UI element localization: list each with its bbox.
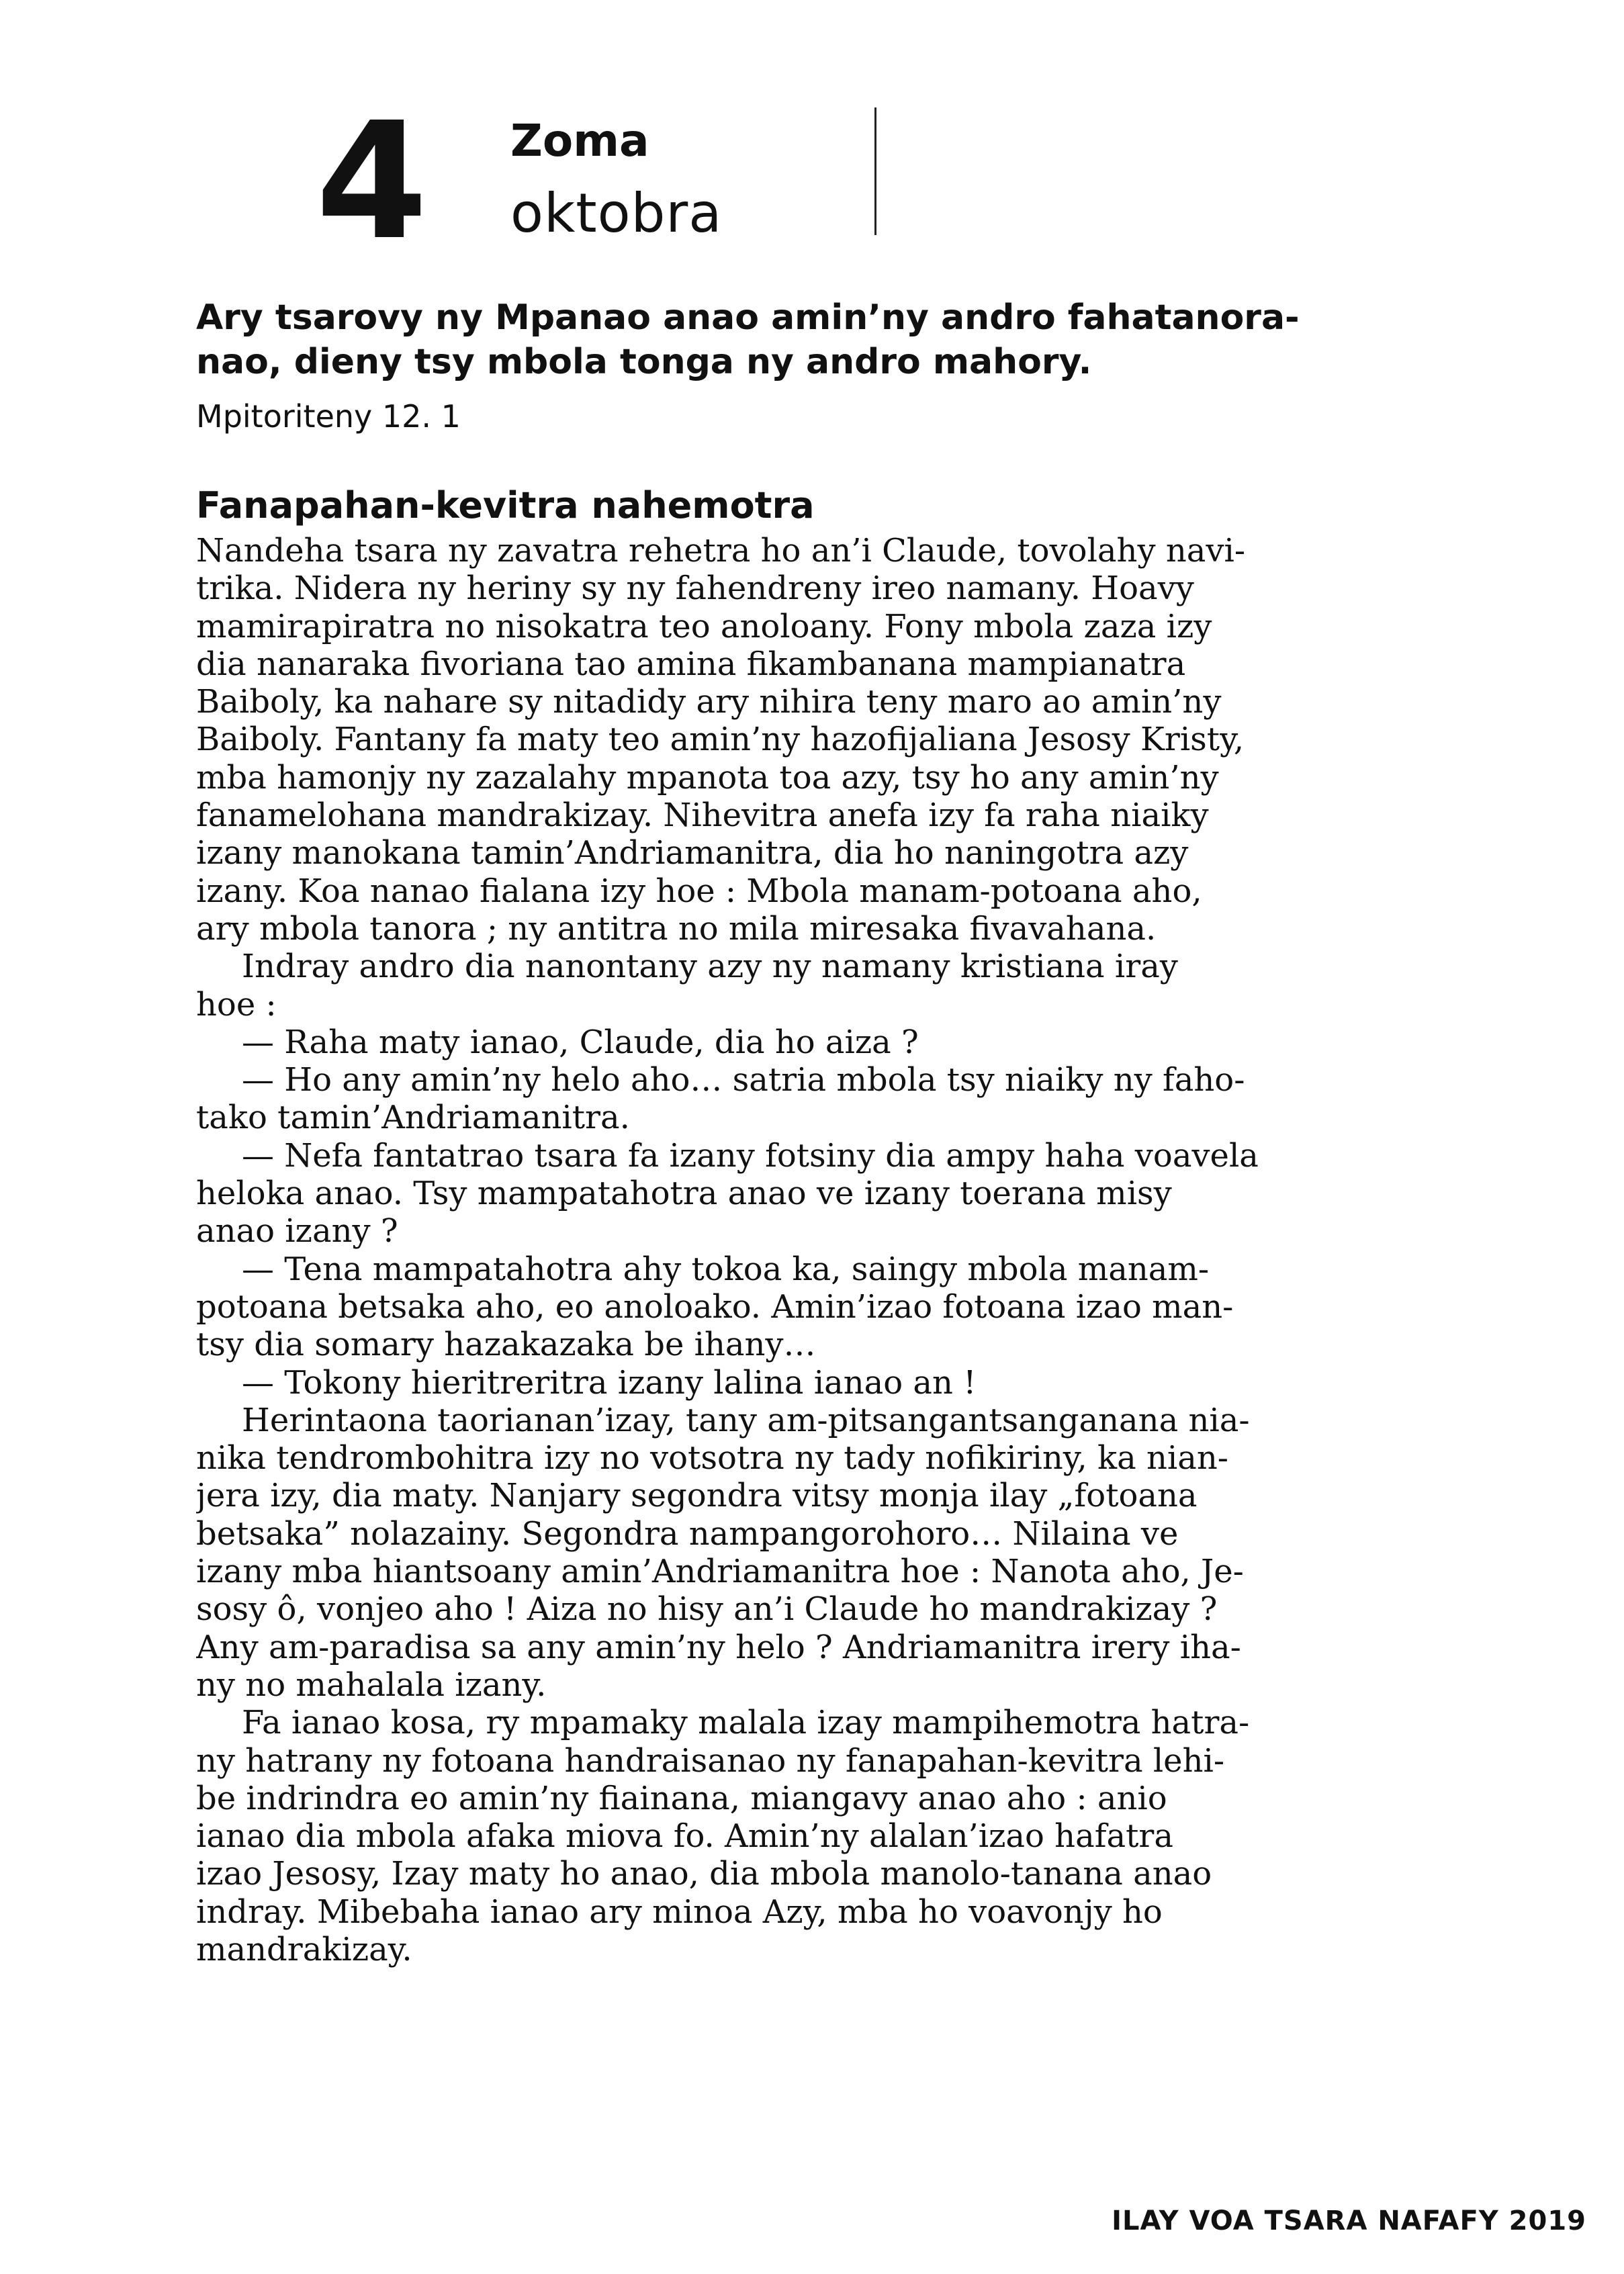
- body-line: mandrakizay.: [196, 1930, 412, 1968]
- body-line: izany mba hiantsoany amin’Andriamanitra hoe : Nanota aho, Je-: [196, 1553, 1244, 1591]
- body-line: mba hamonjy ny zazalahy mpanota toa azy, tsy ho any amin’ny: [196, 758, 1219, 797]
- footer-title: ILAY VOA TSARA NAFAFY 2019: [1112, 2205, 1586, 2236]
- dialogue-line: — Ho any amin’ny helo aho… satria mbola tsy niaiky ny faho-: [242, 1061, 1245, 1099]
- body-line: izao Jesosy, Izay maty ho anao, dia mbola manolo-tanana anao: [196, 1855, 1212, 1893]
- weekday-label: Zoma: [510, 115, 649, 167]
- verse-line: nao, dieny tsy mbola tonga ny andro mahory.: [196, 342, 1092, 382]
- body-line: izany. Koa nanao fialana izy hoe : Mbola manam-potoana aho,: [196, 872, 1202, 910]
- body-line: be indrindra eo amin’ny fiainana, miangavy anao aho : anio: [196, 1779, 1167, 1817]
- body-line: potoana betsaka aho, eo anoloako. Amin’izao fotoana izao man-: [196, 1287, 1234, 1326]
- dialogue-line: — Tokony hieritreritra izany lalina ianao an !: [242, 1363, 977, 1402]
- day-number: 4: [316, 87, 424, 275]
- body-line: ny hatrany ny fotoana handraisanao ny fanapahan-kevitra lehi-: [196, 1741, 1225, 1780]
- body-line: ianao dia mbola afaka miova fo. Amin’ny alalan’izao hafatra: [196, 1817, 1173, 1856]
- body-line: Baiboly, ka nahare sy nitadidy ary nihira teny maro ao amin’ny: [196, 683, 1222, 721]
- body-line: Any am-paradisa sa any amin’ny helo ? Andriamanitra irery iha-: [196, 1628, 1241, 1666]
- body-line: nika tendrombohitra izy no votsotra ny tady nofikiriny, ka nian-: [196, 1439, 1228, 1477]
- header-divider: [874, 107, 876, 235]
- date-header: [316, 87, 893, 275]
- body-line: anao izany ?: [196, 1212, 398, 1250]
- body-line: izany manokana tamin’Andriamanitra, dia ho naningotra azy: [196, 834, 1189, 872]
- body-line: Herintaona taorianan’izay, tany am-pitsangantsanganana nia-: [242, 1401, 1250, 1439]
- body-line: tsy dia somary hazakazaka be ihany…: [196, 1326, 816, 1364]
- body-line: trika. Nidera ny heriny sy ny fahendreny ireo namany. Hoavy: [196, 570, 1194, 608]
- body-line: ary mbola tanora ; ny antitra no mila miresaka fivavahana.: [196, 909, 1157, 948]
- body-line: Baiboly. Fantany fa maty teo amin’ny hazofijaliana Jesosy Kristy,: [196, 721, 1245, 759]
- body-line: ny no mahalala izany.: [196, 1666, 547, 1704]
- body-line: mamirapiratra no nisokatra teo anoloany. Fony mbola zaza izy: [196, 607, 1212, 645]
- body-line: Nandeha tsara ny zavatra rehetra ho an’i Claude, tovolahy navi-: [196, 532, 1246, 570]
- verse-reference: Mpitoriteny 12. 1: [196, 398, 461, 435]
- verse-line: Ary tsarovy ny Mpanao anao amin’ny andro fahatanora-: [196, 298, 1300, 338]
- body-line: Fa ianao kosa, ry mpamaky malala izay mampihemotra hatra-: [242, 1704, 1250, 1742]
- body-line: fanamelohana mandrakizay. Nihevitra anefa izy fa raha niaiky: [196, 797, 1209, 835]
- bible-verse: [196, 295, 1472, 384]
- body-line: hoe :: [196, 985, 277, 1024]
- body-line: betsaka” nolazainy. Segondra nampangorohoro… Nilaina ve: [196, 1514, 1179, 1553]
- article-body: [196, 532, 1465, 1968]
- body-line: tako tamin’Andriamanitra.: [196, 1099, 630, 1137]
- body-line: sosy ô, vonjeo aho ! Aiza no hisy an’i Claude ho mandrakizay ?: [196, 1590, 1218, 1629]
- dialogue-line: — Nefa fantatrao tsara fa izany fotsiny dia ampy haha voavela: [242, 1136, 1259, 1175]
- body-line: jera izy, dia maty. Nanjary segondra vitsy monja ilay „fotoana: [196, 1477, 1198, 1515]
- body-line: dia nanaraka fivoriana tao amina fikambanana mampianatra: [196, 645, 1186, 683]
- body-line: indray. Mibebaha ianao ary minoa Azy, mba ho voavonjy ho: [196, 1893, 1163, 1931]
- body-line: Indray andro dia nanontany azy ny namany kristiana iray: [242, 948, 1178, 986]
- article-title: Fanapahan-kevitra nahemotra: [196, 484, 815, 527]
- month-label: oktobra: [510, 182, 723, 244]
- dialogue-line: — Tena mampatahotra ahy tokoa ka, saingy mbola manam-: [242, 1250, 1210, 1288]
- dialogue-line: — Raha maty ianao, Claude, dia ho aiza ?: [242, 1023, 919, 1061]
- body-line: heloka anao. Tsy mampatahotra anao ve izany toerana misy: [196, 1175, 1172, 1213]
